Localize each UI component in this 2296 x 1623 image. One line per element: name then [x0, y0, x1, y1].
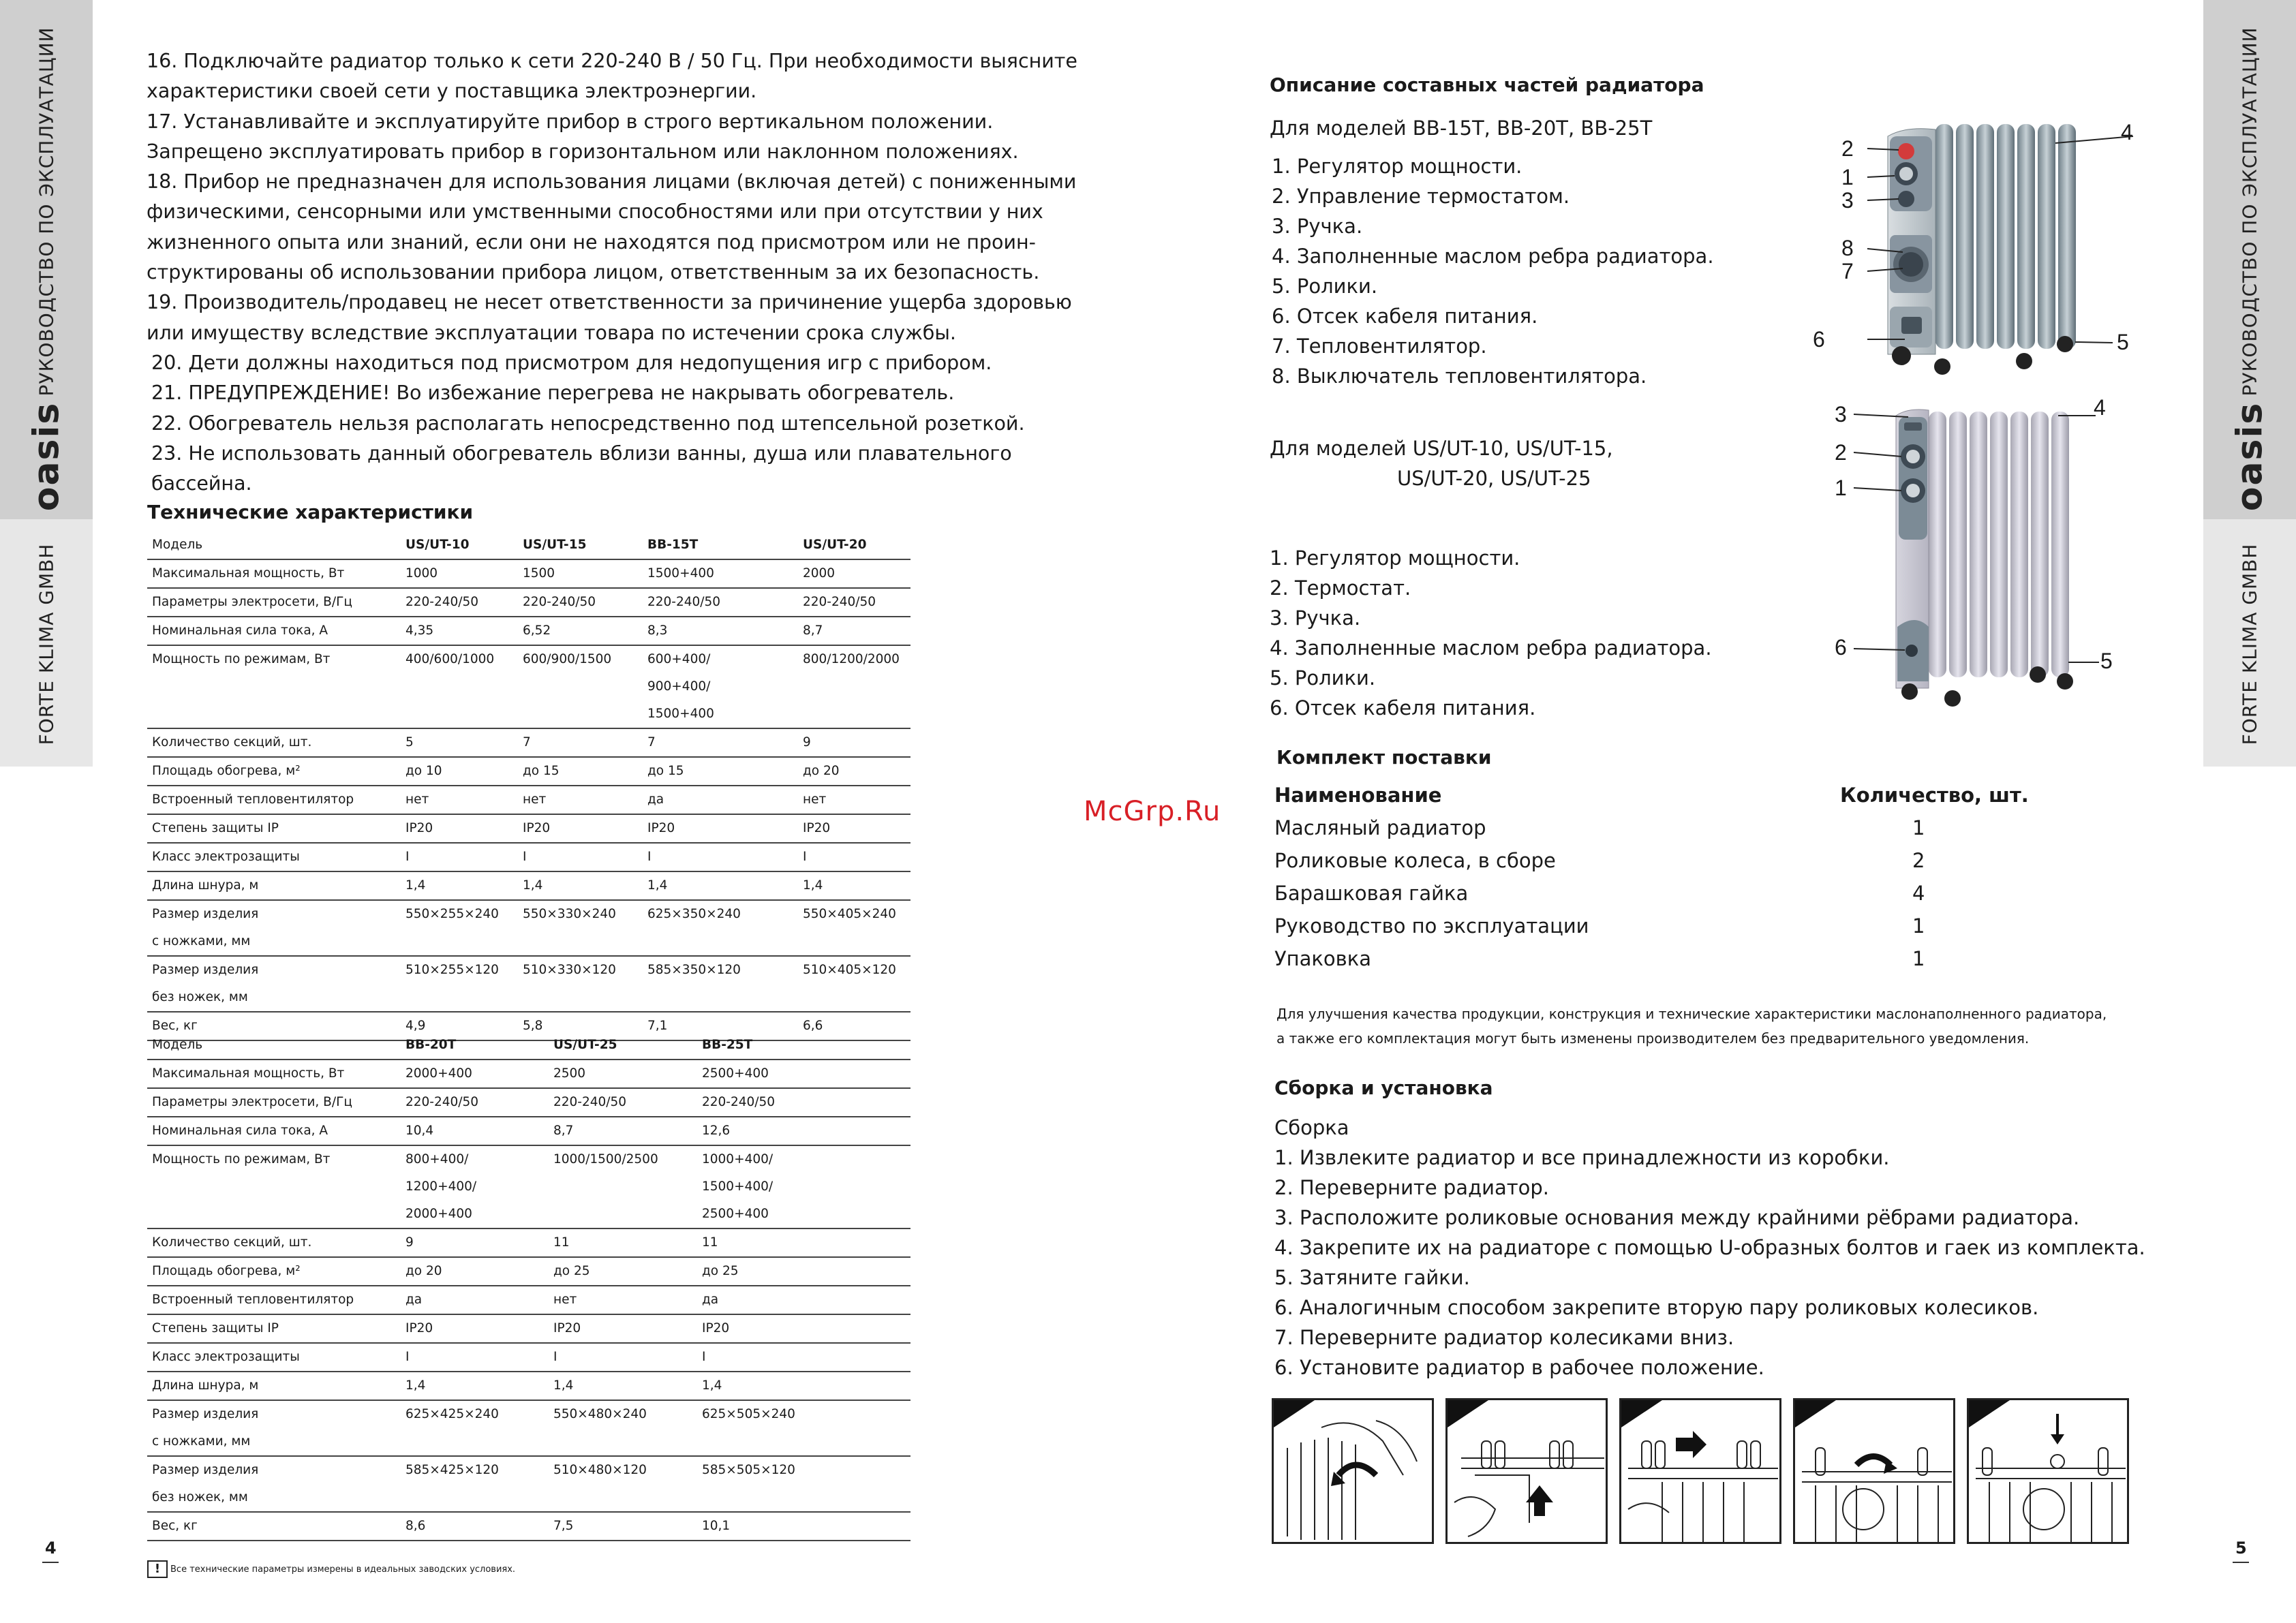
spec-row: [147, 956, 910, 1012]
spec-row: [147, 1456, 910, 1512]
sidebar-brand-logo: oasis: [2229, 401, 2271, 512]
radiator-figure-bb: [1813, 109, 2154, 395]
spec-row: [147, 728, 910, 757]
spec-param-label: Мощность по режимам, Вт: [147, 1145, 401, 1228]
spec-value: 9: [401, 1228, 549, 1257]
spec-value: 8,7: [549, 1117, 697, 1145]
spec-value: до 25: [697, 1257, 910, 1286]
footnote: [147, 1560, 515, 1578]
spec-value: I: [697, 1343, 910, 1372]
spec-value: 8,7: [798, 617, 910, 645]
spec-row: [147, 588, 910, 617]
callout-label: 3: [1841, 188, 1854, 213]
spec-row: [147, 1286, 910, 1314]
callout-label: 4: [2094, 395, 2106, 420]
assembly-step-diagram-2: [1445, 1398, 1608, 1544]
spec-model-name: US/UT-20: [798, 531, 910, 559]
spec-row: [147, 1088, 910, 1117]
spec-value: 1,4: [798, 871, 910, 900]
parts-list-item: 6. Аналогичным способом закрепите вторую пару роликовых колесиков.: [1274, 1296, 2039, 1319]
spec-value: IP20: [697, 1314, 910, 1343]
kit-item-qty: 4: [1912, 882, 1925, 905]
spec-row: [147, 1372, 910, 1400]
spec-param-label: Максимальная мощность, Вт: [147, 559, 401, 588]
spec-row: [147, 1228, 910, 1257]
parts-group2-title-line2: US/UT-20, US/UT-25: [1397, 467, 1591, 490]
parts-list-item: 3. Расположите роликовые основания между крайними рёбрами радиатора.: [1274, 1206, 2080, 1229]
spec-value: IP20: [643, 814, 798, 843]
parts-group2-list: [1270, 543, 1712, 723]
spec-value: нет: [798, 786, 910, 814]
spec-value: 4,35: [401, 617, 518, 645]
spec-value: 220-240/50: [401, 1088, 549, 1117]
spec-value: IP20: [401, 814, 518, 843]
safety-line: 16. Подключайте радиатор только к сети 220-240 В / 50 Гц. При необходимости выясните: [147, 50, 1077, 72]
assembly-step-diagram-3: [1619, 1398, 1781, 1544]
spec-row: [147, 1145, 910, 1228]
spec-param-label: Параметры электросети, В/Гц: [147, 1088, 401, 1117]
kit-item-name: Масляный радиатор: [1274, 816, 1486, 839]
spec-value: I: [549, 1343, 697, 1372]
sidebar-manual-label: РУКОВОДСТВО ПО ЭКСПЛУАТАЦИИ: [35, 27, 58, 396]
spec-row: [147, 814, 910, 843]
parts-list-item: 4. Заполненные маслом ребра радиатора.: [1270, 636, 1712, 660]
spec-row: [147, 617, 910, 645]
assembly-title: Сборка и установка: [1274, 1077, 1493, 1099]
spec-value: до 15: [643, 757, 798, 786]
radiator-figure-us: [1833, 395, 2119, 715]
page-number-right: 5: [2235, 1539, 2247, 1558]
spec-value: до 20: [401, 1257, 549, 1286]
parts-group1-title: Для моделей BB-15T, BB-20T, BB-25T: [1270, 117, 1653, 140]
kit-item-name: Барашковая гайка: [1274, 882, 1469, 905]
parts-list-item: 6. Установите радиатор в рабочее положение.: [1274, 1356, 1764, 1379]
kit-col-name: Наименование: [1274, 784, 1442, 807]
spec-value: 510×255×120: [401, 956, 518, 1012]
spec-value: IP20: [401, 1314, 549, 1343]
spec-value: 550×255×240: [401, 900, 518, 956]
kit-note-line: Для улучшения качества продукции, конструкция и технические характеристики маслонаполненного радиатора,: [1276, 1006, 2107, 1022]
kit-row: [1274, 910, 2029, 942]
kit-row: [1274, 844, 2029, 877]
spec-value: IP20: [518, 814, 643, 843]
kit-row: [1274, 877, 2029, 910]
spec-value: 550×330×240: [518, 900, 643, 956]
parts-list-item: 4. Заполненные маслом ребра радиатора.: [1272, 245, 1714, 268]
spec-value: 1,4: [643, 871, 798, 900]
safety-line: 20. Дети должны находиться под присмотром для недопущения игр с прибором.: [151, 351, 992, 374]
spec-row: [147, 871, 910, 900]
spec-value: нет: [549, 1286, 697, 1314]
spec-row: [147, 786, 910, 814]
spec-value: 2500: [549, 1060, 697, 1088]
spec-value: 1,4: [549, 1372, 697, 1400]
sidebar-brand-logo: oasis: [26, 401, 67, 512]
spec-value: 220-240/50: [549, 1088, 697, 1117]
spec-value: 585×505×120: [697, 1456, 910, 1512]
kit-note-line: а также его комплектация могут быть изменены производителем без предварительного уведомления.: [1276, 1030, 2030, 1047]
spec-param-label: Степень защиты IP: [147, 814, 401, 843]
spec-header-row: [147, 531, 910, 559]
safety-line: физическими, сенсорными или умственными способностями или при отсутствии у них: [147, 200, 1043, 223]
spec-value: IP20: [798, 814, 910, 843]
spec-value: 600/900/1500: [518, 645, 643, 728]
spec-value: 8,6: [401, 1512, 549, 1541]
spec-value: нет: [518, 786, 643, 814]
safety-line: 23. Не использовать данный обогреватель вблизи ванны, душа или плавательного: [151, 442, 1012, 465]
spec-model-name: US/UT-25: [549, 1032, 697, 1060]
spec-value: 6,6: [798, 1012, 910, 1040]
spec-value: 550×480×240: [549, 1400, 697, 1456]
radiator-bb-illustration: [1840, 109, 2154, 395]
spec-param-label: Длина шнура, м: [147, 1372, 401, 1400]
spec-param-label: Размер изделия с ножками, мм: [147, 1400, 401, 1456]
spec-value: 2000: [798, 559, 910, 588]
kit-note: [1276, 1002, 2107, 1051]
spec-param-label: Количество секций, шт.: [147, 728, 401, 757]
spec-value: I: [518, 843, 643, 871]
spec-value: I: [401, 843, 518, 871]
safety-line: 22. Обогреватель нельзя располагать непосредственно под штепсельной розеткой.: [151, 412, 1025, 435]
parts-list-item: 1. Регулятор мощности.: [1272, 155, 1522, 178]
spec-row: [147, 645, 910, 728]
spec-value: 220-240/50: [798, 588, 910, 617]
sidebar-company-label: FORTE KLIMA GMBH: [35, 543, 58, 745]
parts-list-item: 5. Ролики.: [1270, 666, 1376, 690]
kit-table: [1274, 779, 2029, 975]
spec-value: 7,5: [549, 1512, 697, 1541]
kit-item-qty: 2: [1912, 849, 1925, 872]
callout-label: 5: [2100, 649, 2113, 673]
spec-value: 550×405×240: [798, 900, 910, 956]
parts-list-item: 3. Ручка.: [1272, 215, 1363, 238]
spec-value: 7: [518, 728, 643, 757]
parts-list-item: 5. Ролики.: [1272, 275, 1378, 298]
spec-header-row: [147, 1032, 910, 1060]
spec-value: 510×405×120: [798, 956, 910, 1012]
spec-param-label: Площадь обогрева, м²: [147, 1257, 401, 1286]
spec-value: 11: [549, 1228, 697, 1257]
callout-label: 6: [1813, 327, 1825, 352]
spec-param-label: Параметры электросети, В/Гц: [147, 588, 401, 617]
spec-header-label: Модель: [147, 1032, 401, 1060]
spec-param-label: Площадь обогрева, м²: [147, 757, 401, 786]
assembly-subtitle: Сборка: [1274, 1116, 1349, 1139]
spec-value: 1,4: [401, 1372, 549, 1400]
spec-value: 220-240/50: [518, 588, 643, 617]
parts-list-item: 1. Извлеките радиатор и все принадлежности из коробки.: [1274, 1146, 1890, 1169]
spec-value: да: [401, 1286, 549, 1314]
right-sidebar: [2203, 0, 2296, 767]
spec-value: 800+400/ 1200+400/ 2000+400: [401, 1145, 549, 1228]
spec-header-label: Модель: [147, 531, 401, 559]
parts-list-item: 2. Управление термостатом.: [1272, 185, 1570, 208]
spec-param-label: Класс электрозащиты: [147, 1343, 401, 1372]
spec-param-label: Вес, кг: [147, 1512, 401, 1541]
spec-value: 1,4: [697, 1372, 910, 1400]
spec-value: I: [401, 1343, 549, 1372]
spec-value: 800/1200/2000: [798, 645, 910, 728]
callout-label: 5: [2117, 330, 2129, 354]
spec-table-2: [147, 1032, 910, 1541]
spec-row: [147, 900, 910, 956]
spec-value: 10,4: [401, 1117, 549, 1145]
assembly-steps: [1274, 1143, 2145, 1382]
page-number-underline: [2233, 1562, 2249, 1563]
spec-value: 8,3: [643, 617, 798, 645]
spec-param-label: Номинальная сила тока, А: [147, 617, 401, 645]
spec-row: [147, 1512, 910, 1541]
page-number-left: 4: [45, 1539, 57, 1558]
spec-value: 625×425×240: [401, 1400, 549, 1456]
spec-row: [147, 1257, 910, 1286]
spec-value: до 25: [549, 1257, 697, 1286]
spec-value: 220-240/50: [401, 588, 518, 617]
safety-line: Запрещено эксплуатировать прибор в горизонтальном или наклонном положениях.: [147, 140, 1019, 163]
callout-label: 2: [1841, 136, 1854, 161]
spec-value: 1000/1500/2500: [549, 1145, 697, 1228]
spec-value: 400/600/1000: [401, 645, 518, 728]
parts-list-item: 6. Отсек кабеля питания.: [1270, 696, 1536, 720]
assembly-step-diagram-4: [1793, 1398, 1955, 1544]
spec-param-label: Размер изделия без ножек, мм: [147, 956, 401, 1012]
safety-line: 21. ПРЕДУПРЕЖДЕНИЕ! Во избежание перегрева не накрывать обогреватель.: [151, 382, 955, 405]
parts-group1-list: [1272, 151, 1714, 391]
spec-param-label: Степень защиты IP: [147, 1314, 401, 1343]
spec-param-label: Максимальная мощность, Вт: [147, 1060, 401, 1088]
kit-item-name: Упаковка: [1274, 947, 1372, 970]
parts-list-item: 3. Ручка.: [1270, 606, 1361, 630]
assembly-step-diagram-5: [1967, 1398, 2129, 1544]
spec-value: 1500: [518, 559, 643, 588]
parts-list-item: 7. Тепловентилятор.: [1272, 335, 1487, 358]
spec-value: I: [798, 843, 910, 871]
spec-param-label: Класс электрозащиты: [147, 843, 401, 871]
callout-label: 7: [1841, 259, 1854, 283]
spec-model-name: US/UT-10: [401, 531, 518, 559]
safety-line: жизненного опыта или знаний, если они не находятся под присмотром или не проин-: [147, 230, 1036, 253]
spec-row: [147, 559, 910, 588]
parts-list-item: 1. Регулятор мощности.: [1270, 546, 1520, 570]
spec-model-name: BB-25T: [697, 1032, 910, 1060]
safety-line: или имуществу вследствие эксплуатации товара по истечении срока службы.: [147, 321, 956, 344]
spec-value: 1,4: [518, 871, 643, 900]
spec-param-label: Размер изделия без ножек, мм: [147, 1456, 401, 1512]
page-number-underline: [42, 1562, 59, 1563]
spec-param-label: Встроенный тепловентилятор: [147, 1286, 401, 1314]
spec-table-1: [147, 531, 910, 1041]
parts-list-item: 4. Закрепите их на радиаторе с помощью U-образных болтов и гаек из комплекта.: [1274, 1236, 2145, 1259]
spec-param-label: Вес, кг: [147, 1012, 401, 1040]
left-sidebar: [0, 0, 93, 767]
spec-title: Технические характеристики: [147, 501, 474, 523]
kit-col-qty: Количество, шт.: [1840, 784, 2029, 807]
safety-line: 17. Устанавливайте и эксплуатируйте прибор в строго вертикальном положении.: [147, 110, 994, 133]
spec-param-label: Размер изделия с ножками, мм: [147, 900, 401, 956]
kit-row: [1274, 942, 2029, 975]
spec-value: 7: [643, 728, 798, 757]
parts-list-item: 2. Термостат.: [1270, 576, 1411, 600]
spec-value: да: [697, 1286, 910, 1314]
watermark: McGrp.Ru: [1084, 796, 1221, 827]
kit-row: [1274, 812, 2029, 844]
safety-line: бассейна.: [151, 472, 252, 495]
spec-row: [147, 1060, 910, 1088]
spec-param-label: Количество секций, шт.: [147, 1228, 401, 1257]
sidebar-company-label: FORTE KLIMA GMBH: [2238, 543, 2261, 745]
spec-row: [147, 1314, 910, 1343]
spec-value: 10,1: [697, 1512, 910, 1541]
safety-line: 19. Производитель/продавец не несет ответственности за причинение ущерба здоровью: [147, 291, 1072, 314]
kit-item-name: Руководство по эксплуатации: [1274, 914, 1589, 938]
spec-value: 510×330×120: [518, 956, 643, 1012]
kit-item-qty: 1: [1912, 947, 1925, 970]
spec-row: [147, 843, 910, 871]
sidebar-manual-label: РУКОВОДСТВО ПО ЭКСПЛУАТАЦИИ: [2238, 27, 2261, 396]
spec-value: 1000+400/ 1500+400/ 2500+400: [697, 1145, 910, 1228]
spec-value: до 15: [518, 757, 643, 786]
spec-value: 220-240/50: [643, 588, 798, 617]
safety-instructions: [147, 46, 1077, 499]
spec-value: 7,1: [643, 1012, 798, 1040]
spec-value: 2000+400: [401, 1060, 549, 1088]
spec-row: [147, 1117, 910, 1145]
spec-param-label: Номинальная сила тока, А: [147, 1117, 401, 1145]
kit-title: Комплект поставки: [1276, 746, 1492, 769]
spec-value: нет: [401, 786, 518, 814]
kit-item-qty: 1: [1912, 816, 1925, 839]
parts-list-item: 5. Затяните гайки.: [1274, 1266, 1470, 1289]
assembly-step-diagram-1: [1272, 1398, 1434, 1544]
safety-line: структированы об использовании прибора лицом, ответственным за их безопасность.: [147, 261, 1040, 284]
spec-value: IP20: [549, 1314, 697, 1343]
parts-list-item: 2. Переверните радиатор.: [1274, 1176, 1549, 1199]
spec-value: 6,52: [518, 617, 643, 645]
callout-label: 8: [1841, 236, 1854, 260]
radiator-us-illustration: [1833, 395, 2119, 715]
spec-value: 12,6: [697, 1117, 910, 1145]
spec-row: [147, 1400, 910, 1456]
safety-line: 18. Прибор не предназначен для использования лицами (включая детей) с пониженными: [147, 170, 1077, 194]
callout-label: 2: [1835, 440, 1847, 465]
kit-item-name: Роликовые колеса, в сборе: [1274, 849, 1556, 872]
callout-label: 1: [1841, 165, 1854, 189]
spec-model-name: BB-15T: [643, 531, 798, 559]
spec-value: 9: [798, 728, 910, 757]
spec-param-label: Встроенный тепловентилятор: [147, 786, 401, 814]
spec-value: 2500+400: [697, 1060, 910, 1088]
warning-icon: !: [147, 1560, 168, 1578]
parts-title: Описание составных частей радиатора: [1270, 74, 1704, 96]
callout-label: 6: [1835, 635, 1847, 660]
spec-row: [147, 1343, 910, 1372]
spec-value: 625×505×240: [697, 1400, 910, 1456]
spec-value: 5,8: [518, 1012, 643, 1040]
parts-list-item: 8. Выключатель тепловентилятора.: [1272, 365, 1647, 388]
spec-value: 220-240/50: [697, 1088, 910, 1117]
spec-value: 1000: [401, 559, 518, 588]
spec-value: 585×350×120: [643, 956, 798, 1012]
safety-line: характеристики своей сети у поставщика электроэнергии.: [147, 80, 757, 103]
spec-value: да: [643, 786, 798, 814]
spec-value: 1500+400: [643, 559, 798, 588]
spec-value: 625×350×240: [643, 900, 798, 956]
footnote-text: Все технические параметры измерены в идеальных заводских условиях.: [170, 1564, 516, 1575]
spec-value: до 10: [401, 757, 518, 786]
parts-group2-title-line1: Для моделей US/UT-10, US/UT-15,: [1270, 437, 1613, 460]
callout-label: 3: [1835, 402, 1847, 427]
spec-model-name: US/UT-15: [518, 531, 643, 559]
spec-param-label: Мощность по режимам, Вт: [147, 645, 401, 728]
spec-value: 510×480×120: [549, 1456, 697, 1512]
spec-row: [147, 757, 910, 786]
spec-model-name: BB-20T: [401, 1032, 549, 1060]
spec-param-label: Длина шнура, м: [147, 871, 401, 900]
parts-list-item: 6. Отсек кабеля питания.: [1272, 305, 1538, 328]
spec-value: 1,4: [401, 871, 518, 900]
callout-label: 4: [2121, 120, 2133, 144]
spec-value: 600+400/ 900+400/ 1500+400: [643, 645, 798, 728]
spec-value: 4,9: [401, 1012, 518, 1040]
kit-item-qty: 1: [1912, 914, 1925, 938]
spec-value: 585×425×120: [401, 1456, 549, 1512]
callout-label: 1: [1835, 476, 1847, 500]
spec-value: 5: [401, 728, 518, 757]
spec-value: 11: [697, 1228, 910, 1257]
spec-value: I: [643, 843, 798, 871]
parts-list-item: 7. Переверните радиатор колесиками вниз.: [1274, 1326, 1734, 1349]
spec-value: до 20: [798, 757, 910, 786]
